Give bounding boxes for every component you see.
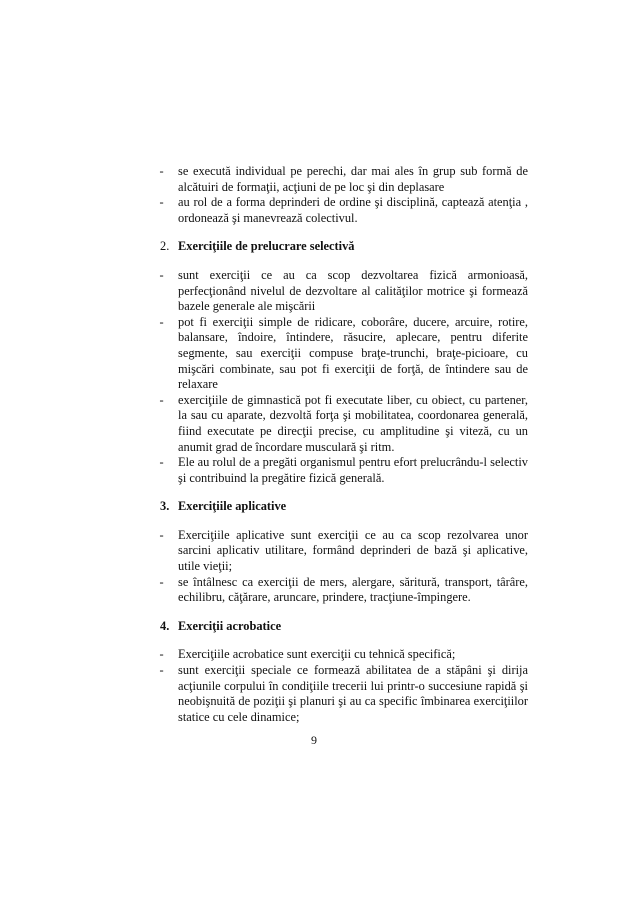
list-item-text: Exerciţiile acrobatice sunt exerciţii cu tehnică specifică; — [178, 647, 456, 662]
page-number: 9 — [311, 733, 317, 747]
list-item-text: se întâlnesc ca exerciţii de mers, alergare, săritură, transport, târâre, echilibru, căţărare, aruncare, prindere, tracţiune-împingere. — [178, 574, 528, 605]
section-title: Exerciţii acrobatice — [178, 618, 282, 633]
list-item — [160, 528, 528, 575]
section-heading-3 — [160, 499, 528, 515]
bullet-dash: - — [159, 647, 164, 662]
bullet-dash: - — [159, 455, 164, 470]
list-item — [160, 575, 528, 606]
bullet-dash: - — [159, 314, 164, 329]
list-item — [160, 268, 528, 315]
bullet-dash: - — [159, 392, 164, 407]
section-number: 3. — [160, 499, 170, 514]
section-number: 4. — [160, 618, 170, 633]
page-content — [160, 164, 528, 725]
section-number: 2. — [160, 239, 170, 254]
list-item — [160, 455, 528, 486]
list-item — [160, 164, 528, 195]
section-title: Exerciţiile aplicative — [178, 499, 287, 514]
list-item-text: sunt exerciţii ce au ca scop dezvoltarea fizică armonioasă, perfecţionând nivelul de dezvoltare al calităţilor motrice şi formează bazele generale ale mişcării — [178, 267, 528, 314]
bullet-dash: - — [159, 663, 164, 678]
bullet-dash: - — [159, 267, 164, 282]
list-item — [160, 663, 528, 725]
bullet-dash: - — [159, 164, 164, 178]
section-heading-2 — [160, 239, 528, 255]
list-item — [160, 315, 528, 393]
list-item — [160, 195, 528, 226]
bullet-dash: - — [159, 574, 164, 589]
list-item-text: Exerciţiile aplicative sunt exerciţii ce au ca scop rezolvarea unor sarcini aplicativ utilitare, formând deprinderi de bază şi aplicative, utile vieţii; — [178, 527, 528, 574]
section-title: Exerciţiile de prelucrare selectivă — [178, 239, 355, 254]
list-item-text: se execută individual pe perechi, dar mai ales în grup sub formă de alcătuiri de formaţii, acţiuni de pe loc şi din deplasare — [178, 164, 528, 194]
bullet-dash: - — [159, 527, 164, 542]
list-item — [160, 647, 528, 663]
list-item-text: exerciţiile de gimnastică pot fi executate liber, cu obiect, cu partener, la sau cu aparate, dezvoltă forţa şi mobilitatea, coordonarea generală, fiind executate pe direcţii precise, cu amplitudine şi viteză, cu un anumit grad de încordare musculară şi ritm. — [178, 392, 528, 454]
list-item-text: Ele au rolul de a pregăti organismul pentru efort prelucrându-l selectiv şi contribuind la pregătire fizică generală. — [178, 455, 528, 485]
list-item-text: pot fi exerciţii simple de ridicare, coborâre, ducere, arcuire, rotire, balansare, îndoire, întindere, răsucire, aplecare, pentru diferite segmente, sau exerciţii compuse braţe-trunchi, braţe-picioare, cu mişcări combinate, sau pot fi exerciţii de forţă, de întindere sau de relaxare — [178, 314, 528, 392]
section-heading-4 — [160, 619, 528, 635]
list-item — [160, 393, 528, 455]
bullet-dash: - — [159, 195, 164, 210]
list-item-text: au rol de a forma deprinderi de ordine şi disciplină, captează atenţia , ordonează şi manevrează colectivul. — [178, 195, 528, 225]
list-item-text: sunt exerciţii speciale ce formează abilitatea de a stăpâni şi dirija acţiunile corpului în condiţiile trecerii lui printr-o succesiune rapidă şi neobişnuită de poziţii şi planuri şi au ca specific îmbinarea exerciţiilor statice cu cele dinamice; — [178, 663, 528, 724]
